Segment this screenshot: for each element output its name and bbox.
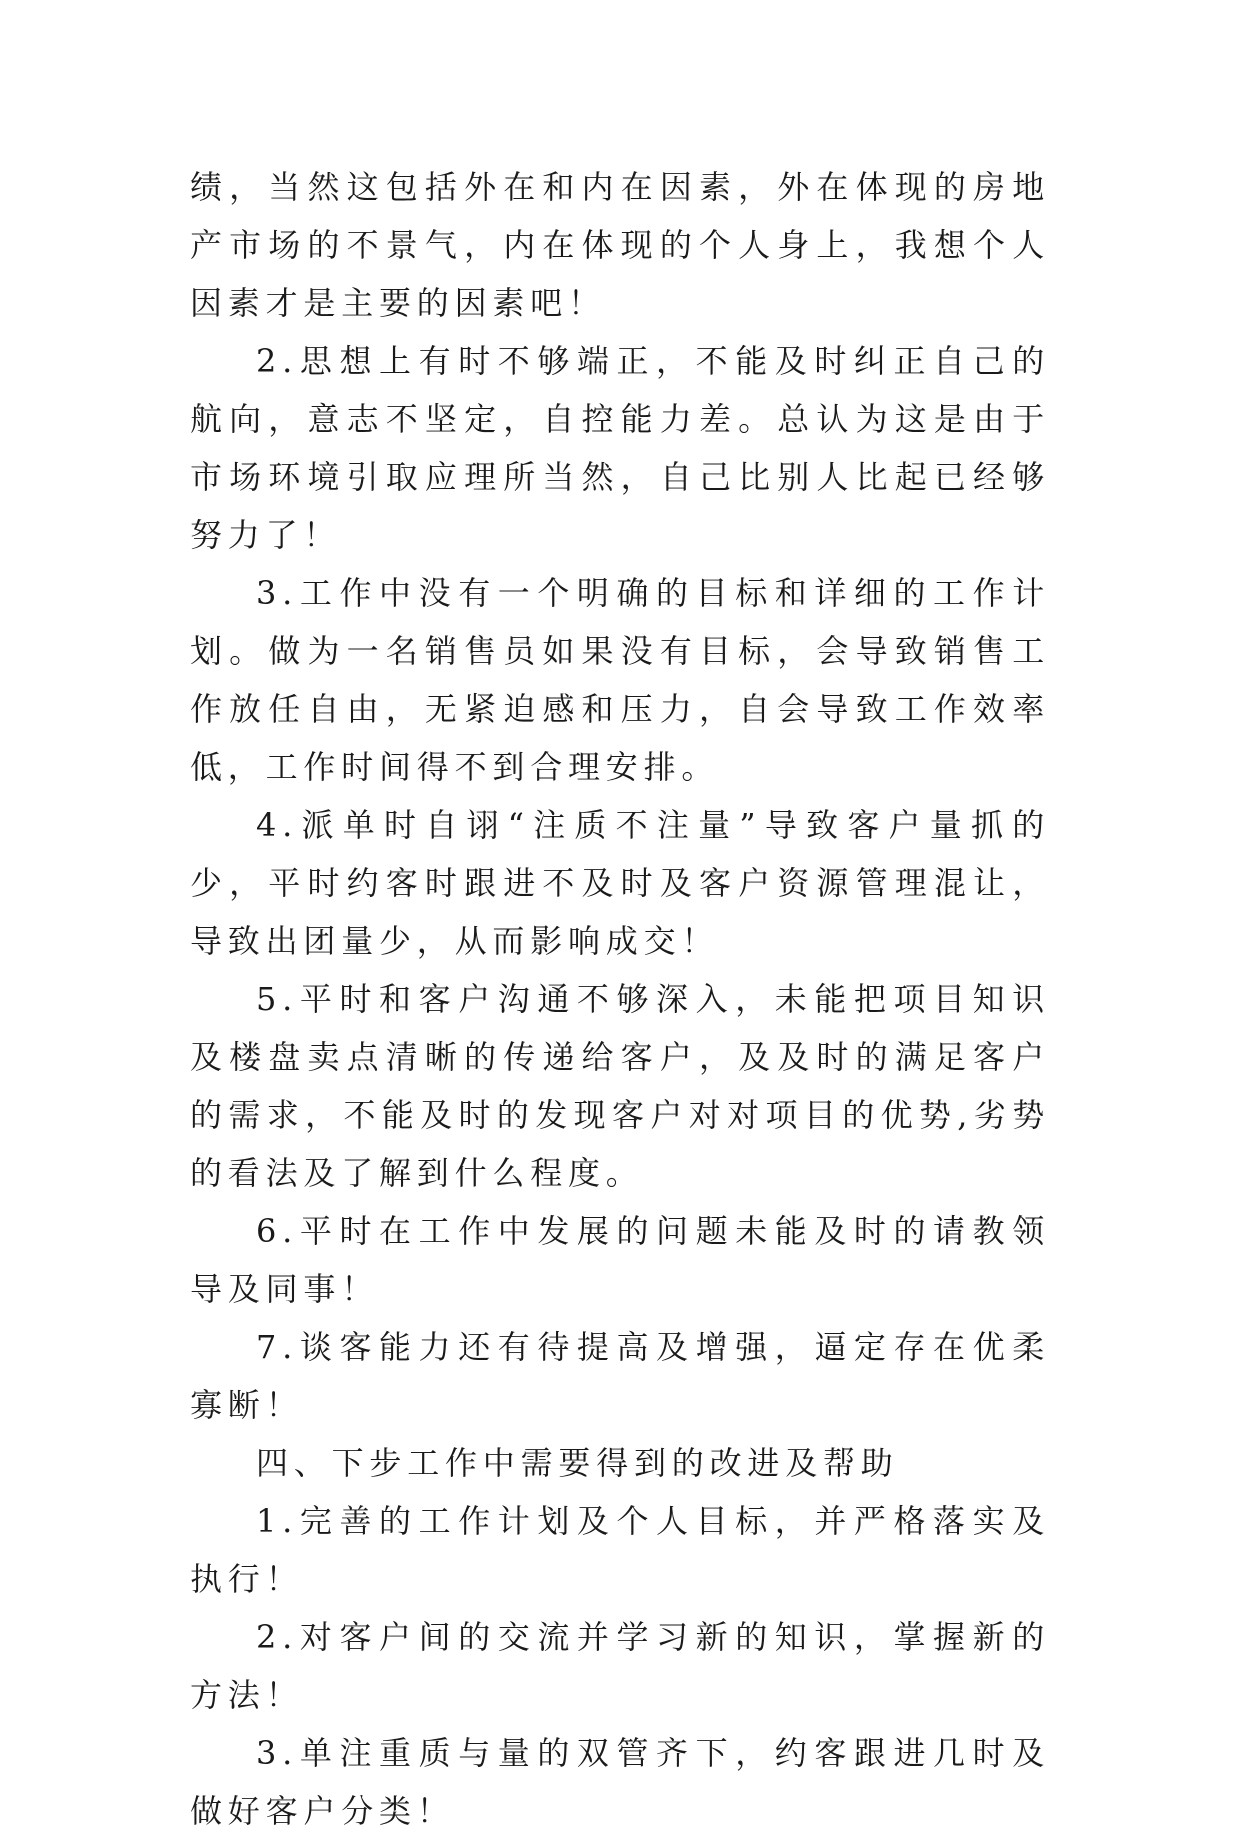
paragraph-intro-continuation: 绩，当然这包括外在和内在因素，外在体现的房地产市场的不景气，内在体现的个人身上，我想个人因素才是主要的因素吧！ — [190, 168, 1050, 322]
paragraph-item-2: 2.思想上有时不够端正，不能及时纠正自己的航向，意志不坚定，自控能力差。总认为这是由于市场环境引取应理所当然，自己比别人比起已经够努力了！ — [190, 342, 1050, 554]
paragraph-item-4: 4.派单时自诩“注质不注量”导致客户量抓的少，平时约客时跟进不及时及客户资源管理混让，导致出团量少，从而影响成交！ — [190, 806, 1050, 960]
paragraph-improvement-1: 1.完善的工作计划及个人目标，并严格落实及执行！ — [190, 1502, 1050, 1598]
paragraph-item-7: 7.谈客能力还有待提高及增强，逼定存在优柔寡断！ — [190, 1328, 1050, 1424]
document-page — [190, 158, 1050, 1840]
section-heading-improvements: 四、下步工作中需要得到的改进及帮助 — [256, 1444, 899, 1482]
paragraph-item-5: 5.平时和客户沟通不够深入，未能把项目知识及楼盘卖点清晰的传递给客户，及及时的满足客户的需求，不能及时的发现客户对对项目的优势,劣势的看法及了解到什么程度。 — [190, 980, 1050, 1192]
paragraph-improvement-3: 3.单注重质与量的双管齐下，约客跟进几时及做好客户分类！ — [190, 1734, 1050, 1830]
paragraph-improvement-2: 2.对客户间的交流并学习新的知识，掌握新的方法！ — [190, 1618, 1050, 1714]
paragraph-item-3: 3.工作中没有一个明确的目标和详细的工作计划。做为一名销售员如果没有目标，会导致销售工作放任自由，无紧迫感和压力，自会导致工作效率低，工作时间得不到合理安排。 — [190, 574, 1050, 786]
paragraph-item-6: 6.平时在工作中发展的问题未能及时的请教领导及同事！ — [190, 1212, 1050, 1308]
